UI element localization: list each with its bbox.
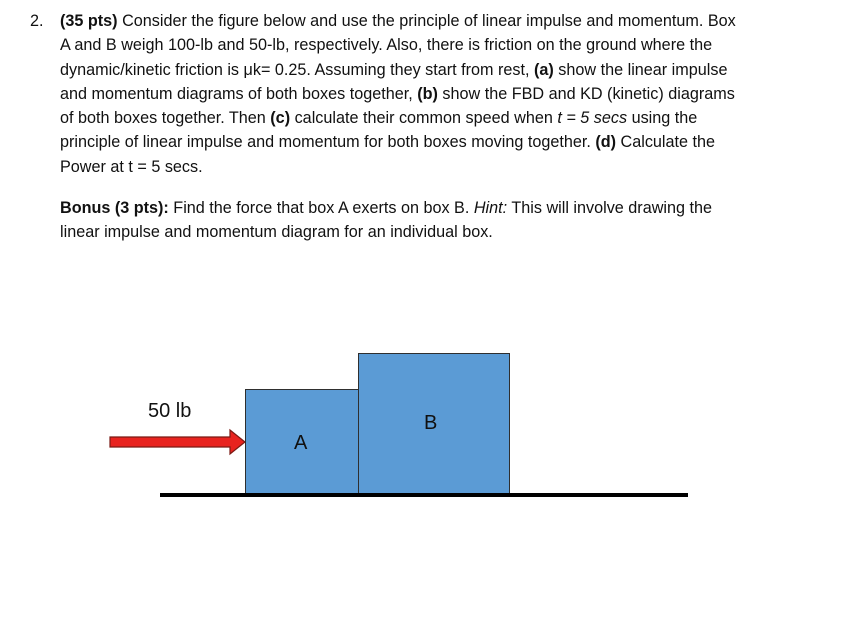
problem-line-6 xyxy=(60,130,820,154)
bonus-label: Bonus (3 pts): xyxy=(60,199,169,217)
problem-line-6-post: Calculate the xyxy=(616,133,716,152)
part-b-tag: (b) xyxy=(417,84,438,103)
problem-line-7: Power at t = 5 secs. xyxy=(60,157,203,176)
problem-line-5 xyxy=(60,106,820,130)
problem-line-3-post: show the linear impulse xyxy=(553,60,728,79)
ground-line xyxy=(160,493,688,497)
bonus-question xyxy=(60,196,820,245)
bonus-line-1-pre: Find the force that box A exerts on box B. xyxy=(168,199,474,217)
problem-line-3 xyxy=(60,58,820,82)
problem-points: (35 pts) xyxy=(60,12,118,30)
bonus-line-2: linear impulse and momentum diagram for an individual box. xyxy=(60,223,493,242)
problem-line-4 xyxy=(60,82,820,106)
problem-line-5-post: using the xyxy=(627,109,698,128)
box-a-label: A xyxy=(294,432,308,454)
problem-number: 2. xyxy=(30,12,44,30)
box-b-label: B xyxy=(424,412,438,434)
problem-line-6-pre: principle of linear impulse and momentum for both boxes moving together. xyxy=(60,133,596,152)
problem-line-5-pre: of both boxes together. Then xyxy=(60,109,271,128)
force-arrow-icon xyxy=(108,428,248,456)
force-arrow-shape xyxy=(110,430,245,454)
hint-label: Hint: xyxy=(473,199,508,217)
problem-line-4-pre: and momentum diagrams of both boxes together, xyxy=(60,84,418,103)
problem-line-2: A and B weigh 100-lb and 50-lb, respectively. Also, there is friction on the ground where the xyxy=(60,36,713,55)
box-b xyxy=(358,353,510,494)
force-label: 50 lb xyxy=(148,400,192,422)
box-a xyxy=(245,389,360,494)
problem-line-1 xyxy=(60,9,820,33)
problem-text xyxy=(60,9,820,179)
part-d-tag: (d) xyxy=(595,133,617,152)
friction-coefficient: μk= 0.25. xyxy=(243,60,311,79)
problem-line-3-mid: Assuming they start from rest, xyxy=(310,60,535,79)
problem-line-4-post: show the FBD and KD (kinetic) diagrams xyxy=(437,84,735,103)
problem-2 xyxy=(30,9,820,179)
bonus-line-1 xyxy=(60,196,820,220)
time-value: t = 5 secs xyxy=(557,109,628,128)
problem-line-5-mid: calculate their common speed when xyxy=(290,109,558,128)
bonus-line-1-post: This will involve drawing the xyxy=(507,199,712,217)
part-c-tag: (c) xyxy=(270,109,291,128)
part-a-tag: (a) xyxy=(534,60,554,79)
problem-line-1-text: Consider the figure below and use the principle of linear impulse and momentum. Box xyxy=(117,12,736,30)
problem-line-3-pre: dynamic/kinetic friction is xyxy=(60,60,244,79)
